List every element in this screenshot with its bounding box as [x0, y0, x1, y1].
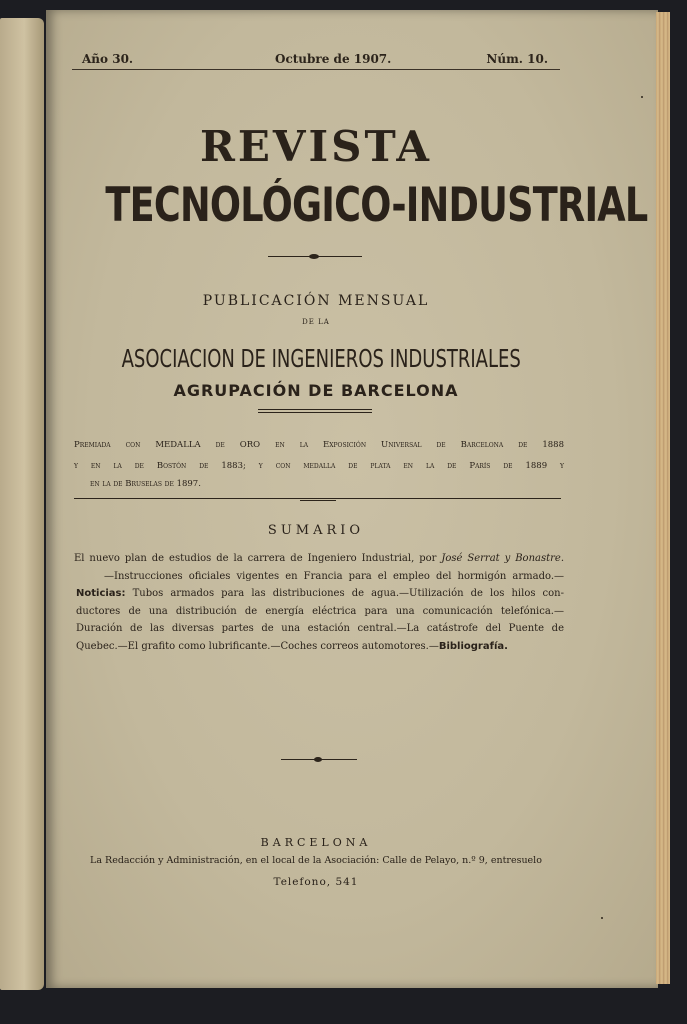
- awards-rule: [74, 498, 561, 499]
- association-branch: AGRUPACIÓN DE BARCELONA: [173, 381, 459, 400]
- issue-number: Núm. 10.: [486, 52, 548, 66]
- summary-line-4: ductores de una distribución de energía eléctrica para una comunicación telefónica.—: [76, 605, 564, 617]
- header-rule: [72, 69, 560, 70]
- summary-line-2: —Instrucciones oficiales vigentes en Francia para el empleo del hormigón armado.—: [104, 570, 564, 582]
- summary-line-5: Duración de las diversas partes de una estación central.—La catástrofe del Puente de: [76, 623, 564, 635]
- page-stack-edge: [656, 12, 670, 984]
- summary-line-3: Noticias: Tubos armados para las distribuciones de agua.—Utilización de los hilos con-: [76, 588, 564, 600]
- summary-text: [76, 550, 564, 656]
- issue-date: Octubre de 1907.: [275, 52, 392, 66]
- award-line-1: Premiada con MEDALLA de ORO en la Exposición Universal de Barcelona de 1888: [74, 440, 564, 450]
- issue-year: Año 30.: [82, 52, 134, 66]
- paper-speck: [601, 917, 603, 919]
- summary-news-label: Noticias:: [76, 588, 126, 600]
- address: La Redacción y Administración, en el local de la Asociación: Calle de Pelayo, n.º 9, entresuelo: [90, 855, 542, 866]
- issue-header: [82, 52, 562, 70]
- summary-line-1: El nuevo plan de estudios de la carrera de Ingeniero Industrial, por José Serrat y Bonastre.: [74, 553, 565, 564]
- telephone: Telefono, 541: [273, 876, 359, 888]
- association-name: ASOCIACION DE INGENIEROS INDUSTRIALES: [121, 344, 521, 373]
- awards-rule-accent: [300, 500, 336, 501]
- city: BARCELONA: [260, 836, 372, 849]
- award-line-3: en la de Bruselas de 1897.: [90, 479, 201, 489]
- summary-bibliography-label: Bibliografía.: [438, 640, 508, 652]
- paper-speck: [641, 96, 643, 98]
- title-line-2: TECNOLÓGICO-INDUSTRIAL: [105, 178, 648, 233]
- publication-de-la: DE LA: [302, 318, 330, 326]
- publication-line: PUBLICACIÓN MENSUAL: [202, 293, 430, 309]
- title-line-1: REVISTA: [199, 122, 433, 171]
- facing-page-edge: [0, 18, 44, 990]
- summary-author: José Serrat y Bonastre.: [441, 553, 565, 564]
- award-line-2: y en la de Bostón de 1883; y con medalla de plata en la de París de 1889 y: [74, 461, 564, 471]
- summary-heading: SUMARIO: [267, 523, 365, 538]
- summary-line-6: Quebec.—El grafito como lubrificante.—Coches correos automotores.—Bibliografía.: [76, 640, 508, 652]
